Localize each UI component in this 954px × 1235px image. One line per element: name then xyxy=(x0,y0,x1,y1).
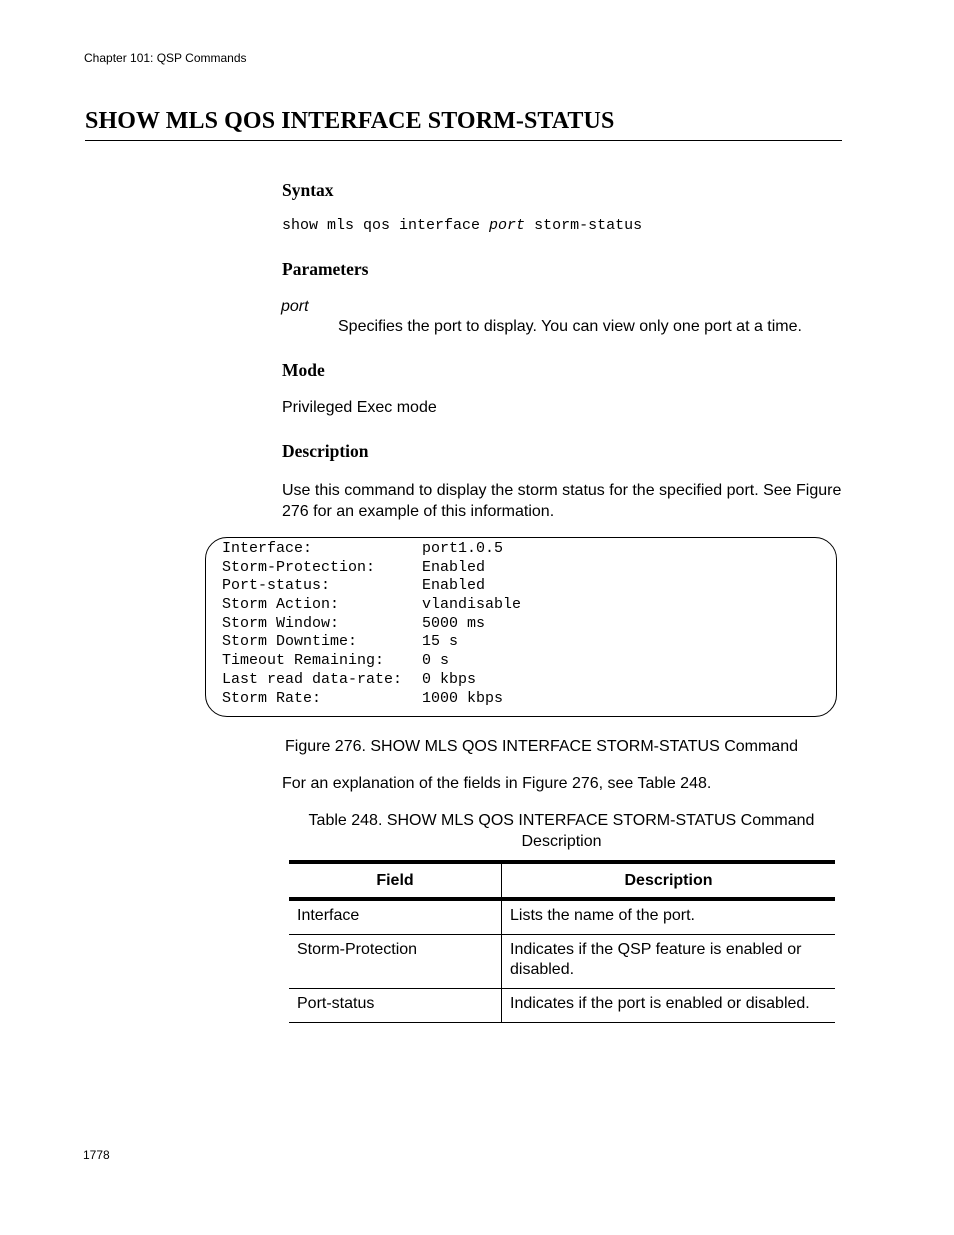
chapter-header: Chapter 101: QSP Commands xyxy=(84,51,247,65)
table-row xyxy=(289,899,835,935)
code-line xyxy=(222,558,486,577)
code-line xyxy=(222,689,504,708)
code-value: vlandisable xyxy=(422,596,522,613)
parameter-name: port xyxy=(281,298,309,315)
code-value: 1000 kbps xyxy=(422,690,504,707)
code-value: 0 kbps xyxy=(422,671,477,688)
mode-heading: Mode xyxy=(282,360,325,380)
code-line xyxy=(222,576,486,595)
code-line xyxy=(222,651,450,670)
table-cell-description: Indicates if the QSP feature is enabled or disabled. xyxy=(502,935,836,989)
table-cell-field: Interface xyxy=(289,899,502,935)
page-title: SHOW MLS QOS INTERFACE STORM-STATUS xyxy=(85,108,615,134)
syntax-command-before: show mls qos interface xyxy=(282,217,490,234)
table-cell-field: Storm-Protection xyxy=(289,935,502,989)
table-header-row xyxy=(289,862,835,899)
code-value: 15 s xyxy=(422,633,459,650)
code-value: Enabled xyxy=(422,559,486,576)
code-value: port1.0.5 xyxy=(422,540,504,557)
syntax-command xyxy=(282,217,642,234)
table-caption-line1: Table 248. SHOW MLS QOS INTERFACE STORM-STATUS Command xyxy=(308,812,815,829)
syntax-heading: Syntax xyxy=(282,180,334,200)
code-value: 5000 ms xyxy=(422,615,486,632)
title-rule xyxy=(85,140,842,141)
page-number: 1778 xyxy=(83,1148,110,1162)
code-label: Storm Rate: xyxy=(222,690,322,707)
table-caption-line2: Description xyxy=(521,833,602,850)
code-line xyxy=(222,632,459,651)
table-row xyxy=(289,989,835,1023)
mode-text: Privileged Exec mode xyxy=(282,399,437,416)
syntax-command-param: port xyxy=(489,217,526,234)
code-label: Last read data-rate: xyxy=(222,671,403,688)
table-header-description: Description xyxy=(502,862,836,899)
description-text: Use this command to display the storm status for the specified port. See Figure 276 for an example of this information. xyxy=(282,482,842,520)
figure-caption: Figure 276. SHOW MLS QOS INTERFACE STORM-STATUS Command xyxy=(285,738,798,755)
field-description-table xyxy=(289,860,835,1023)
parameter-description: Specifies the port to display. You can view only one port at a time. xyxy=(338,318,802,335)
code-value: 0 s xyxy=(422,652,450,669)
table-cell-field: Port-status xyxy=(289,989,502,1023)
code-line xyxy=(222,614,486,633)
code-label: Timeout Remaining: xyxy=(222,652,385,669)
table-cell-description: Lists the name of the port. xyxy=(502,899,836,935)
code-label: Interface: xyxy=(222,540,313,557)
code-label: Storm Action: xyxy=(222,596,340,613)
syntax-command-after: storm-status xyxy=(525,217,643,234)
code-label: Storm Downtime: xyxy=(222,633,358,650)
table-cell-description: Indicates if the port is enabled or disabled. xyxy=(502,989,836,1023)
code-label: Storm-Protection: xyxy=(222,559,376,576)
code-line xyxy=(222,539,504,558)
code-line xyxy=(222,670,477,689)
parameters-heading: Parameters xyxy=(282,259,369,279)
table-header-field: Field xyxy=(289,862,502,899)
code-value: Enabled xyxy=(422,577,486,594)
explanation-text: For an explanation of the fields in Figure 276, see Table 248. xyxy=(282,775,712,792)
code-label: Storm Window: xyxy=(222,615,340,632)
table-row xyxy=(289,935,835,989)
table-caption xyxy=(288,810,835,852)
code-line xyxy=(222,595,522,614)
code-label: Port-status: xyxy=(222,577,331,594)
description-heading: Description xyxy=(282,441,369,461)
